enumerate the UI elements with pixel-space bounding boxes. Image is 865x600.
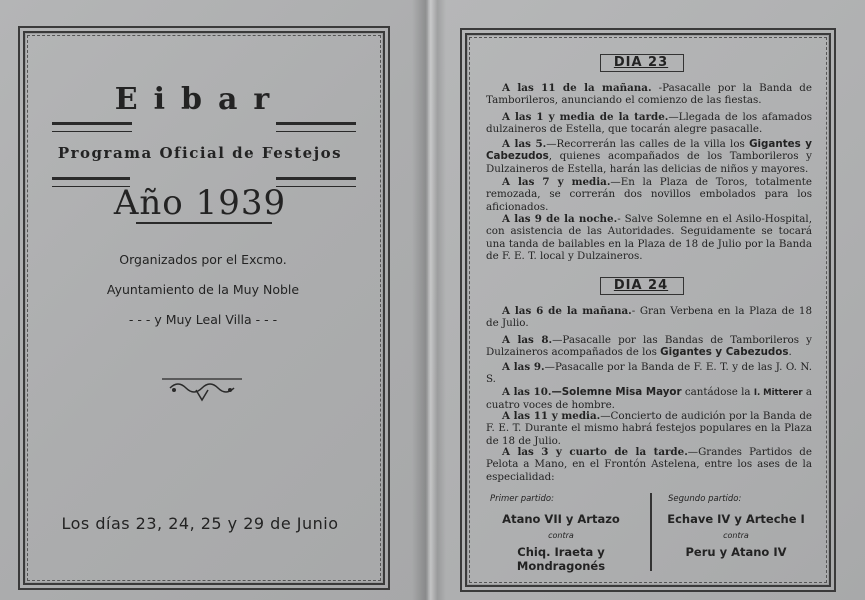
match1-label: Primer partido: xyxy=(490,494,554,504)
year-title: Año 1939 xyxy=(113,183,287,223)
day24-item-2: A las 8.—Pasacalle por las Bandas de Tamborileros y Dulzaineros acompañados de los Gigantes y Cabezudos. xyxy=(486,334,812,359)
match1-team1: Atano VII y Artazo xyxy=(502,512,620,526)
match1-contra: contra xyxy=(548,531,574,540)
organizer-line-2: Ayuntamiento de la Muy Noble xyxy=(106,282,300,297)
organizer-text xyxy=(98,245,308,335)
day24-item-3: A las 9.—Pasacalle por la Banda de F. E. T. y de las J. O. N. S. xyxy=(486,361,812,386)
day24-item-1: A las 6 de la mañana.- Gran Verbena en la Plaza de 18 de Julio. xyxy=(486,305,813,330)
match1-team2: Chiq. Iraeta y Mondragonés xyxy=(516,545,606,573)
program-title: Programa Oficial de Festejos xyxy=(57,144,343,162)
day23-item-4: A las 7 y media.—En la Plaza de Toros, totalmente remozada, se correrán dos novillos embolados para los aficionados. xyxy=(486,176,812,213)
match2-contra: contra xyxy=(723,531,749,540)
matches-divider xyxy=(650,493,652,571)
day23-item-5: A las 9 de la noche.- Salve Solemne en el Asilo-Hospital, con asistencia de las Autoridades. Seguidamente se tocará una tanda de bailables en la Plaza de 18 de Julio por la Banda de F. E. T. local y Dulzaineros. xyxy=(486,213,812,262)
organizer-line-3: - - - y Muy Leal Villa - - - xyxy=(128,312,278,327)
festival-dates: Los días 23, 24, 25 y 29 de Junio xyxy=(61,514,339,533)
ornament-icon xyxy=(160,376,244,404)
day24-item-5: A las 11 y media.—Concierto de audición por la Banda de F. E. T. Durante el mismo habrá festejos populares en la Plaza de 18 de Julio. xyxy=(486,410,813,447)
day24-item-4: A las 10.—Solemne Misa Mayor cantádose la I. Mitterer a cuatro voces de hombre. xyxy=(486,386,812,412)
rule-left-top xyxy=(52,122,132,132)
day23-item-2: A las 1 y media de la tarde.—Llegada de los afamados dulzaineros de Estella, que tocarán alegre pasacalle. xyxy=(486,111,812,136)
day23-item-3: A las 5.—Recorrerán las calles de la villa los Gigantes y Cabezudos, quienes acompañados de los Tamborileros y Dulzaineros de Estella, harán las delicias de niños y mayores. xyxy=(486,138,813,175)
organizer-line-1: Organizados por el Excmo. xyxy=(119,252,287,267)
book-spine xyxy=(412,0,446,600)
town-title: Eibar xyxy=(114,82,286,117)
year-underline xyxy=(136,222,272,224)
match2-team2: Peru y Atano IV xyxy=(685,545,787,559)
day24-header: DIA 24 xyxy=(613,278,669,293)
match2-label: Segundo partido: xyxy=(668,494,742,504)
match2-team1: Echave IV y Arteche I xyxy=(667,512,805,526)
rule-right-top xyxy=(276,122,356,132)
day23-header: DIA 23 xyxy=(613,55,669,70)
day23-item-1: A las 11 de la mañana. -Pasacalle por la Banda de Tamborileros, anunciando el comienzo de las fiestas. xyxy=(486,82,812,107)
day24-item-6: A las 3 y cuarto de la tarde.—Grandes Partidos de Pelota a Mano, en el Frontón Astelena, entre los ases de la especialidad: xyxy=(486,446,812,483)
